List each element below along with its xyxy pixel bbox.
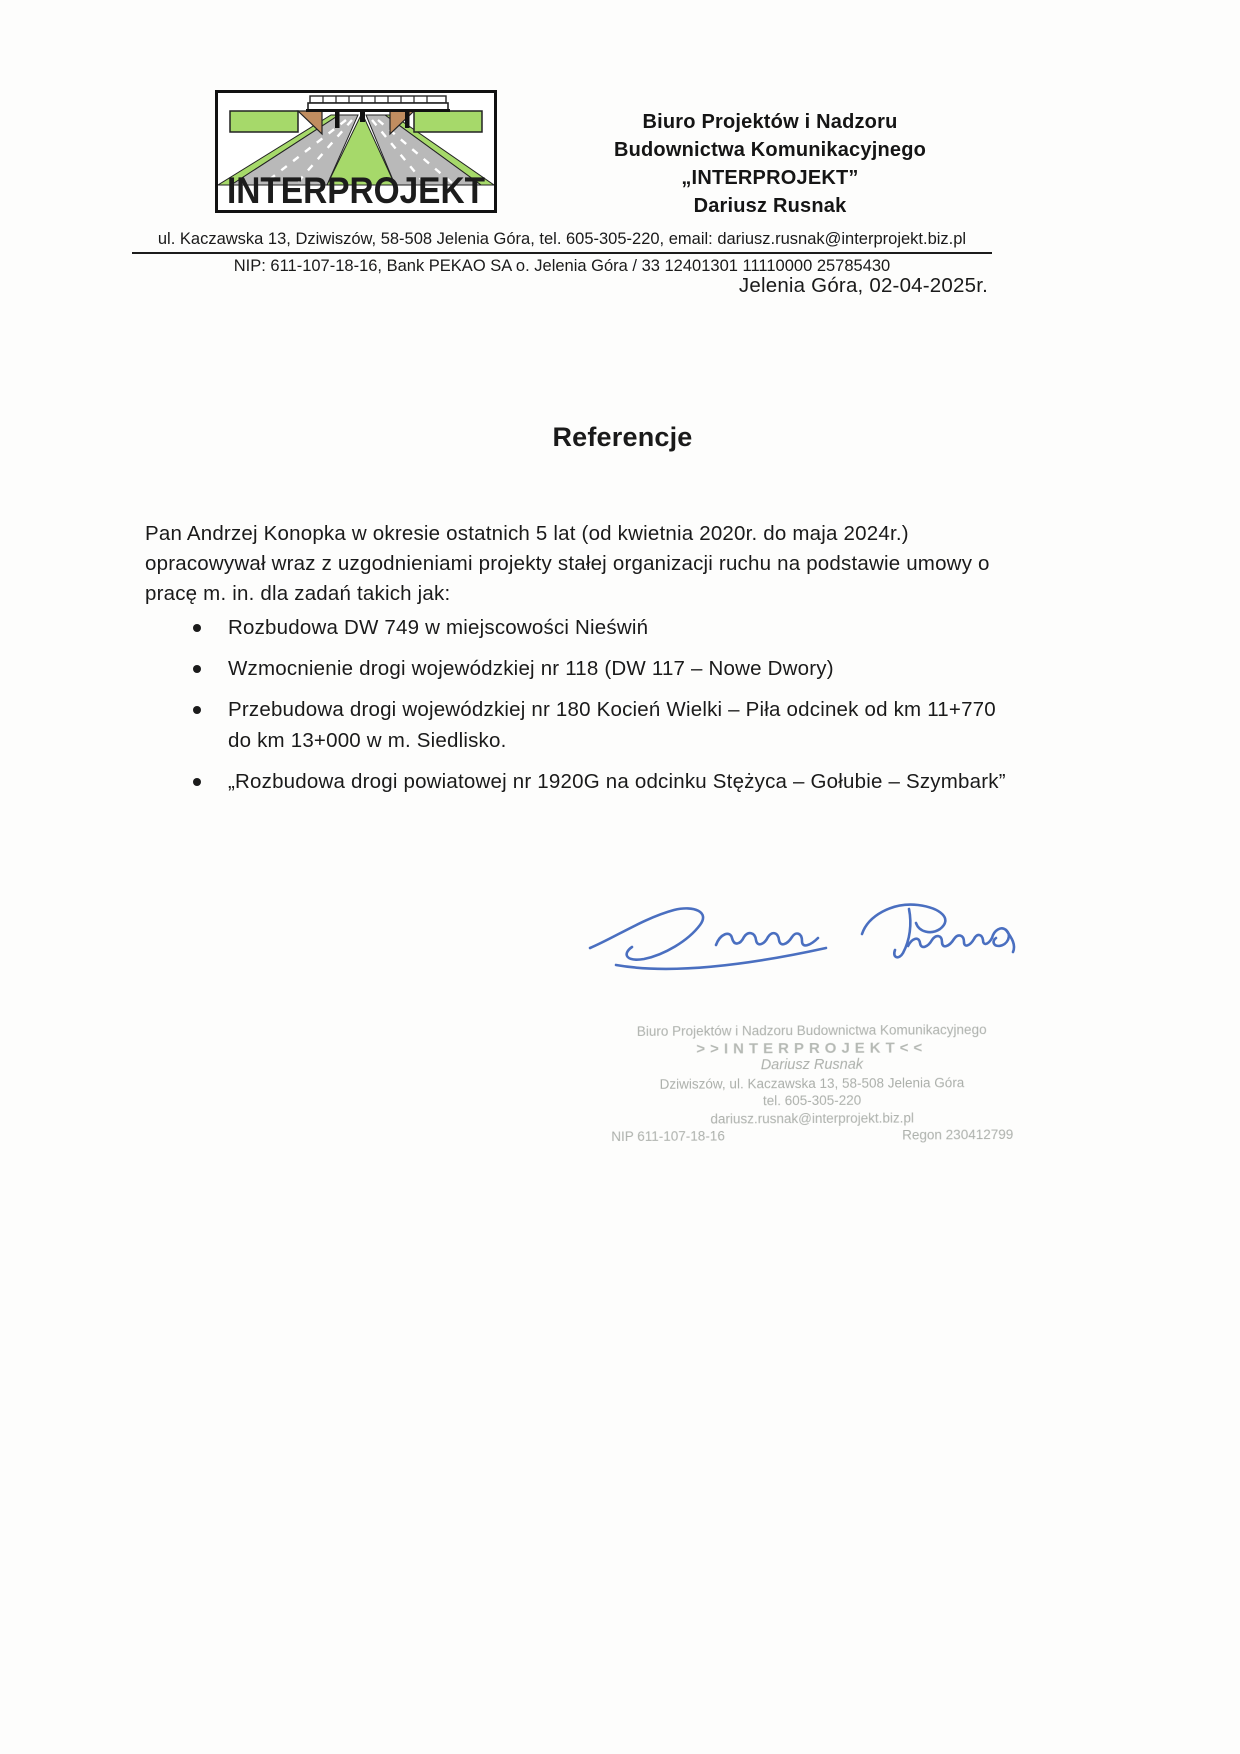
- company-stamp: [603, 1021, 1022, 1146]
- road-bridge-icon: [218, 93, 494, 210]
- intro-paragraph: [145, 519, 990, 609]
- list-item-text: Rozbudowa DW 749 w miejscowości Nieświń: [228, 616, 649, 639]
- stamp-line-company: Biuro Projektów i Nadzoru Budownictwa Komunikacyjnego: [636, 1022, 987, 1039]
- list-item-text: Przebudowa drogi wojewódzkiej nr 180 Kocień Wielki – Piła odcinek od km 11+770: [228, 698, 996, 721]
- list-item: [193, 766, 1006, 797]
- list-item: [193, 653, 1006, 684]
- intro-line-2: opracowywał wraz z uzgodnieniami projekty stałej organizacji ruchu na podstawie umowy o: [145, 552, 990, 575]
- intro-line-3: pracę m. in. dla zadań takich jak:: [145, 582, 451, 605]
- signature-ink-icon: [578, 888, 1018, 993]
- intro-line-1: Pan Andrzej Konopka w okresie ostatnich 5 lat (od kwietnia 2020r. do maja 2024r.): [145, 522, 909, 545]
- project-list: [193, 612, 1006, 807]
- interprojekt-logo: [215, 90, 497, 213]
- handwritten-signature-dariusz-rusnak: [578, 888, 1018, 993]
- stamp-line-brand: >>INTERPROJEKT<<: [696, 1038, 928, 1058]
- list-item-text: do km 13+000 w m. Siedlisko.: [228, 729, 507, 752]
- company-line-1: Biuro Projektów i Nadzoru: [642, 111, 898, 133]
- document-title: Referencje: [552, 422, 693, 452]
- list-item-text: „Rozbudowa drogi powiatowej nr 1920G na odcinku Stężyca – Gołubie – Szymbark”: [228, 770, 1006, 793]
- stamp-line-email: dariusz.rusnak@interprojekt.biz.pl: [710, 1109, 914, 1127]
- stamp-line-address: Dziwiszów, ul. Kaczawska 13, 58-508 Jelenia Góra: [659, 1074, 965, 1092]
- stamp-line-phone: tel. 605-305-220: [762, 1092, 862, 1109]
- stamp-nip: NIP 611-107-18-16: [611, 1128, 725, 1145]
- company-name-block: [565, 108, 975, 220]
- list-item: [193, 612, 1006, 643]
- bullet-icon: [193, 778, 201, 786]
- company-line-2: Budownictwa Komunikacyjnego: [613, 139, 927, 161]
- bullet-icon: [193, 706, 201, 714]
- nip-bank-line: NIP: 611-107-18-16, Bank PEKAO SA o. Jelenia Góra / 33 12401301 11110000 25785430: [233, 257, 891, 275]
- stamp-line-person: Dariusz Rusnak: [760, 1056, 864, 1074]
- stamp-regon: Regon 230412799: [902, 1126, 1014, 1143]
- list-item-text: Wzmocnienie drogi wojewódzkiej nr 118 (DW 117 – Nowe Dwory): [228, 657, 834, 680]
- list-item: [193, 694, 1006, 756]
- company-line-3: „INTERPROJEKT”: [681, 167, 859, 189]
- company-line-4: Dariusz Rusnak: [693, 195, 847, 217]
- logo-wordmark: INTERPROJEKT: [227, 170, 486, 210]
- bullet-icon: [193, 624, 201, 632]
- place-date-line: Jelenia Góra, 02-04-2025r.: [738, 274, 988, 297]
- bullet-icon: [193, 665, 201, 673]
- address-line: ul. Kaczawska 13, Dziwiszów, 58-508 Jelenia Góra, tel. 605-305-220, email: dariusz.rusnak@interprojekt.biz.pl: [132, 229, 992, 254]
